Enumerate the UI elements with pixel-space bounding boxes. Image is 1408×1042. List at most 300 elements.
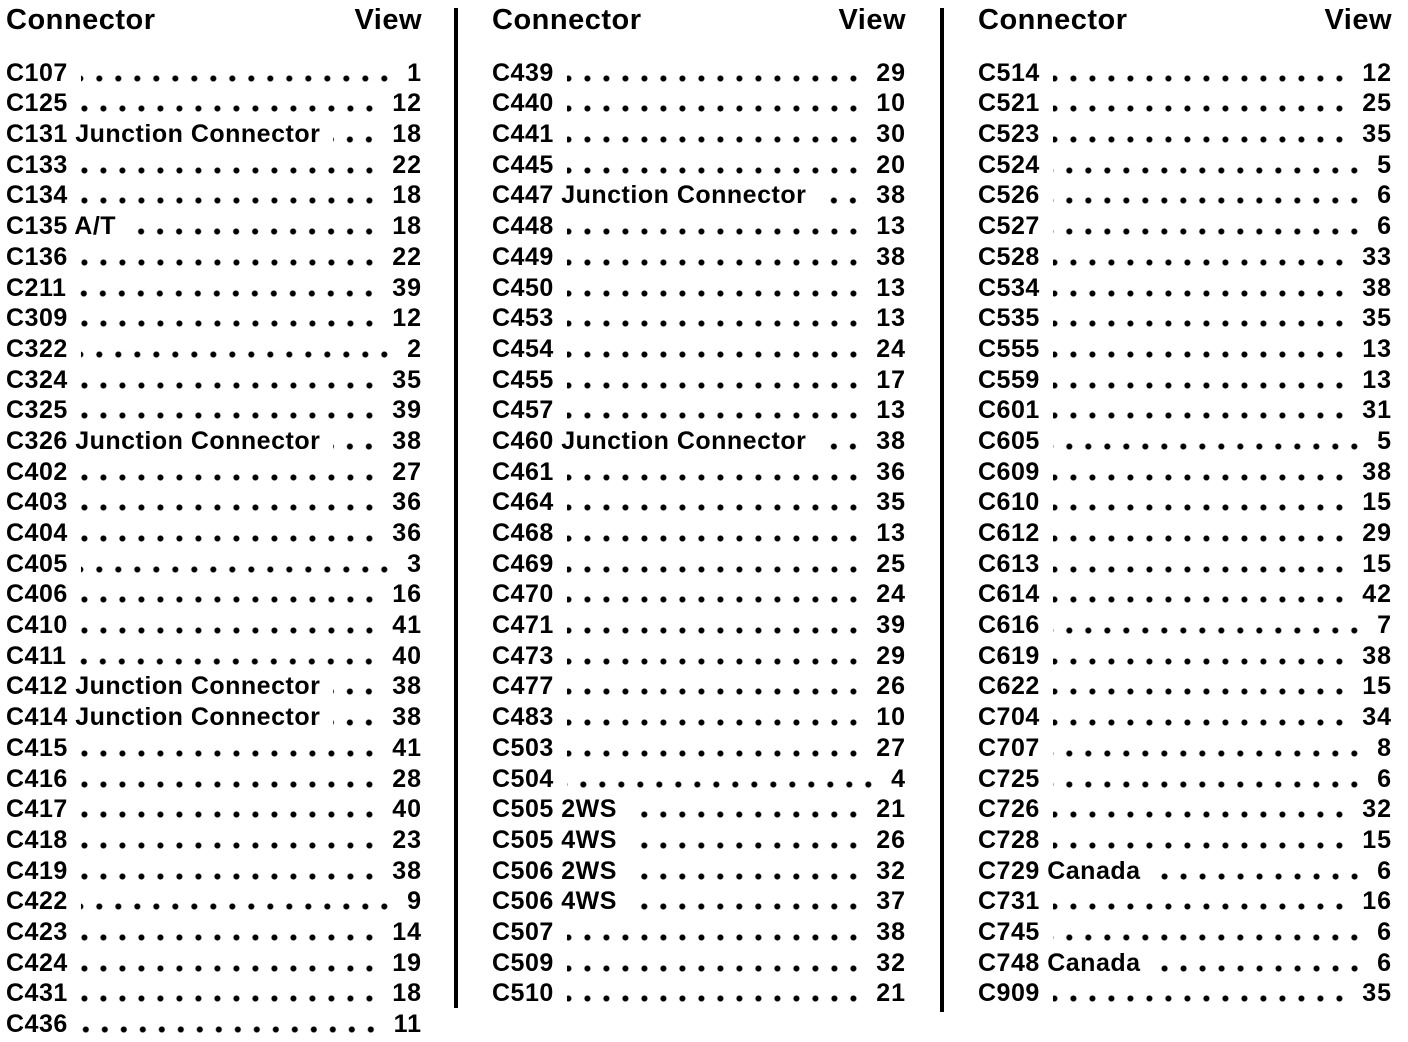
- connector-name: C447 Junction Connector: [492, 181, 807, 210]
- view-number: 38: [392, 703, 422, 732]
- table-row: [6, 303, 422, 334]
- connector-name: C418: [6, 825, 68, 854]
- table-row: [978, 947, 1392, 978]
- connector-name: C707: [978, 733, 1040, 762]
- dot-leader: [567, 750, 868, 757]
- dot-leader: [1053, 903, 1354, 910]
- table-row: [6, 57, 422, 88]
- dot-leader: [81, 811, 384, 818]
- table-row: [978, 241, 1392, 272]
- connector-rows: [978, 57, 1392, 1008]
- dot-leader: [567, 934, 868, 941]
- table-row: [6, 210, 422, 241]
- connector-name: C524: [978, 150, 1040, 179]
- table-row: [6, 487, 422, 518]
- table-row: [978, 548, 1392, 579]
- view-number: 13: [876, 519, 906, 547]
- view-number: 36: [876, 457, 906, 486]
- dot-leader: [81, 596, 384, 603]
- table-row: [6, 1008, 422, 1039]
- connector-name: C613: [978, 549, 1040, 578]
- dot-leader: [567, 382, 868, 389]
- connector-name: C107: [6, 58, 68, 87]
- connector-name: C416: [6, 764, 68, 793]
- dot-leader: [81, 965, 384, 972]
- view-number: 27: [876, 733, 906, 762]
- connector-name: C322: [6, 334, 68, 363]
- table-row: [492, 640, 906, 671]
- connector-name: C411: [6, 641, 67, 670]
- connector-name: C453: [492, 304, 554, 333]
- dot-leader: [567, 781, 883, 788]
- connector-name: C440: [492, 89, 554, 118]
- table-row: [492, 947, 906, 978]
- dot-leader: [567, 259, 868, 266]
- dot-leader: [567, 995, 868, 1002]
- view-number: 17: [876, 365, 906, 394]
- view-number: 6: [1377, 948, 1392, 977]
- table-row: [492, 855, 906, 886]
- view-number: 13: [876, 212, 906, 241]
- view-number: 13: [876, 396, 906, 425]
- connector-name: C559: [978, 365, 1040, 394]
- dot-leader: [819, 443, 868, 450]
- connector-name: C415: [6, 733, 68, 762]
- view-number: 24: [876, 580, 906, 609]
- view-number: 38: [1362, 641, 1392, 670]
- connector-name: C455: [492, 365, 554, 394]
- table-row: [978, 916, 1392, 947]
- view-number: 6: [1377, 181, 1392, 210]
- dot-leader: [1053, 596, 1354, 603]
- table-row: [978, 886, 1392, 917]
- table-row: [492, 180, 906, 211]
- connector-name: C211: [6, 273, 67, 302]
- connector-name: C505 4WS: [492, 825, 617, 854]
- column-header: [978, 4, 1392, 57]
- view-number: 38: [876, 426, 906, 455]
- dot-leader: [567, 412, 868, 419]
- view-number: 30: [876, 120, 906, 149]
- dot-leader: [81, 75, 399, 82]
- dot-leader: [567, 474, 868, 481]
- view-number: 38: [392, 856, 422, 885]
- view-number: 28: [392, 764, 422, 793]
- table-row: [492, 333, 906, 364]
- table-row: [6, 425, 422, 456]
- table-row: [492, 916, 906, 947]
- table-row: [978, 640, 1392, 671]
- connector-name: C417: [6, 795, 68, 824]
- connector-name: C448: [492, 212, 554, 241]
- dot-leader: [81, 474, 384, 481]
- view-number: 15: [1362, 549, 1392, 578]
- table-row: [492, 241, 906, 272]
- dot-leader: [1053, 474, 1354, 481]
- view-number: 16: [392, 580, 422, 609]
- dot-leader: [1053, 197, 1369, 204]
- table-row: [978, 609, 1392, 640]
- view-number: 1: [407, 58, 422, 87]
- view-number: 40: [392, 641, 422, 670]
- view-header-label: View: [838, 4, 906, 36]
- dot-leader: [630, 903, 868, 910]
- dot-leader: [1053, 688, 1354, 695]
- view-number: 35: [876, 488, 906, 517]
- table-row: [492, 671, 906, 702]
- dot-leader: [567, 290, 868, 297]
- table-row: [978, 487, 1392, 518]
- view-number: 35: [1362, 304, 1392, 333]
- dot-leader: [1053, 167, 1369, 174]
- dot-leader: [1053, 535, 1354, 542]
- connector-name: C431: [6, 979, 68, 1008]
- dot-leader: [81, 1026, 386, 1033]
- view-number: 41: [392, 733, 422, 762]
- table-row: [978, 763, 1392, 794]
- view-number: 32: [1362, 795, 1392, 824]
- table-row: [6, 118, 422, 149]
- dot-leader: [567, 320, 868, 327]
- dot-leader: [567, 627, 868, 634]
- connector-name: C324: [6, 365, 68, 394]
- view-number: 39: [876, 611, 906, 640]
- connector-name: C325: [6, 396, 68, 425]
- table-row: [978, 855, 1392, 886]
- view-number: 38: [1362, 273, 1392, 302]
- view-number: 10: [876, 89, 906, 118]
- dot-leader: [567, 719, 868, 726]
- view-number: 33: [1362, 242, 1392, 271]
- dot-leader: [1053, 934, 1369, 941]
- view-number: 38: [392, 426, 422, 455]
- table-row: [6, 947, 422, 978]
- table-row: [6, 886, 422, 917]
- view-number: 41: [392, 611, 422, 640]
- table-row: [6, 548, 422, 579]
- table-row: [978, 701, 1392, 732]
- connector-name: C725: [978, 764, 1040, 793]
- dot-leader: [81, 351, 399, 358]
- table-row: [978, 57, 1392, 88]
- connector-name: C514: [978, 58, 1040, 87]
- dot-leader: [81, 750, 384, 757]
- view-number: 35: [1362, 120, 1392, 149]
- dot-leader: [81, 842, 384, 849]
- dot-leader: [81, 382, 384, 389]
- dot-leader: [1053, 995, 1354, 1002]
- table-row: [492, 487, 906, 518]
- dot-leader: [333, 688, 384, 695]
- table-row: [6, 517, 422, 548]
- table-row: [492, 548, 906, 579]
- connector-name: C510: [492, 979, 554, 1008]
- connector-name: C135 A/T: [6, 212, 117, 241]
- dot-leader: [81, 105, 384, 112]
- table-row: [6, 149, 422, 180]
- dot-leader: [81, 259, 384, 266]
- view-number: 12: [1362, 58, 1392, 87]
- view-number: 8: [1377, 733, 1392, 762]
- table-row: [492, 517, 906, 548]
- dot-leader: [79, 658, 384, 665]
- connector-name: C909: [978, 979, 1040, 1008]
- dot-leader: [81, 504, 384, 511]
- view-number: 21: [876, 795, 906, 824]
- connector-name: C436: [6, 1010, 68, 1038]
- connector-name: C461: [492, 457, 554, 486]
- view-number: 32: [876, 948, 906, 977]
- view-number: 21: [876, 979, 906, 1008]
- view-number: 5: [1377, 150, 1392, 179]
- table-row: [492, 701, 906, 732]
- table-row: [492, 57, 906, 88]
- view-number: 39: [392, 273, 422, 302]
- connector-name: C423: [6, 917, 68, 946]
- connector-name: C402: [6, 457, 68, 486]
- dot-leader: [567, 167, 868, 174]
- connector-header-label: Connector: [978, 4, 1128, 36]
- dot-leader: [1053, 750, 1369, 757]
- view-number: 3: [407, 549, 422, 578]
- connector-name: C439: [492, 58, 554, 87]
- view-header-label: View: [354, 4, 422, 36]
- table-row: [978, 272, 1392, 303]
- table-row: [978, 456, 1392, 487]
- connector-name: C504: [492, 764, 554, 793]
- connector-column-1: [6, 4, 422, 1039]
- table-row: [978, 180, 1392, 211]
- connector-name: C523: [978, 120, 1040, 149]
- connector-name: C464: [492, 488, 554, 517]
- view-number: 23: [392, 825, 422, 854]
- dot-leader: [333, 443, 384, 450]
- connector-name: C133: [6, 150, 68, 179]
- table-row: [978, 395, 1392, 426]
- view-number: 6: [1377, 212, 1392, 241]
- connector-name: C507: [492, 917, 554, 946]
- view-number: 38: [1362, 457, 1392, 486]
- view-number: 9: [407, 887, 422, 916]
- table-row: [6, 88, 422, 119]
- table-row: [978, 425, 1392, 456]
- view-number: 2: [407, 334, 422, 363]
- connector-name: C609: [978, 457, 1040, 486]
- connector-name: C450: [492, 273, 554, 302]
- dot-leader: [81, 197, 384, 204]
- connector-name: C449: [492, 242, 554, 271]
- column-header: [6, 4, 422, 57]
- dot-leader: [81, 566, 399, 573]
- table-row: [978, 579, 1392, 610]
- table-row: [492, 364, 906, 395]
- table-row: [6, 824, 422, 855]
- view-number: 26: [876, 825, 906, 854]
- view-number: 15: [1362, 488, 1392, 517]
- table-row: [6, 640, 422, 671]
- dot-leader: [567, 351, 868, 358]
- connector-name: C619: [978, 641, 1040, 670]
- connector-name: C506 4WS: [492, 887, 617, 916]
- dot-leader: [333, 719, 384, 726]
- connector-name: C535: [978, 304, 1040, 333]
- dot-leader: [81, 412, 384, 419]
- connector-name: C414 Junction Connector: [6, 703, 321, 732]
- connector-name: C410: [6, 611, 68, 640]
- view-number: 7: [1377, 611, 1392, 640]
- connector-name: C460 Junction Connector: [492, 426, 807, 455]
- dot-leader: [81, 320, 384, 327]
- connector-name: C457: [492, 396, 554, 425]
- dot-leader: [567, 136, 868, 143]
- table-row: [6, 855, 422, 886]
- connector-name: C506 2WS: [492, 856, 617, 885]
- table-row: [492, 824, 906, 855]
- table-row: [492, 886, 906, 917]
- connector-name: C729 Canada: [978, 856, 1141, 885]
- dot-leader: [1053, 136, 1354, 143]
- table-row: [978, 517, 1392, 548]
- table-row: [6, 763, 422, 794]
- dot-leader: [567, 75, 868, 82]
- dot-leader: [567, 504, 868, 511]
- connector-name: C406: [6, 580, 68, 609]
- dot-leader: [630, 842, 868, 849]
- connector-name: C726: [978, 795, 1040, 824]
- dot-leader: [630, 811, 868, 818]
- view-number: 22: [392, 242, 422, 271]
- connector-rows: [6, 57, 422, 1039]
- table-row: [492, 149, 906, 180]
- view-number: 4: [891, 764, 906, 793]
- dot-leader: [1053, 719, 1354, 726]
- view-number: 19: [392, 948, 422, 977]
- dot-leader: [129, 228, 384, 235]
- view-number: 10: [876, 703, 906, 732]
- dot-leader: [81, 934, 384, 941]
- view-number: 29: [1362, 519, 1392, 547]
- view-number: 32: [876, 856, 906, 885]
- connector-name: C470: [492, 580, 554, 609]
- view-number: 18: [392, 212, 422, 241]
- view-number: 38: [876, 242, 906, 271]
- dot-leader: [79, 290, 384, 297]
- connector-name: C614: [978, 580, 1040, 609]
- table-row: [492, 210, 906, 241]
- view-number: 11: [393, 1010, 422, 1038]
- view-number: 36: [392, 488, 422, 517]
- connector-name: C601: [978, 396, 1040, 425]
- view-number: 25: [876, 549, 906, 578]
- view-number: 18: [392, 120, 422, 149]
- connector-name: C605: [978, 426, 1040, 455]
- table-row: [978, 732, 1392, 763]
- connector-name: C473: [492, 641, 554, 670]
- dot-leader: [1053, 228, 1369, 235]
- view-number: 29: [876, 58, 906, 87]
- table-row: [492, 303, 906, 334]
- table-row: [978, 88, 1392, 119]
- view-number: 15: [1362, 672, 1392, 701]
- view-number: 25: [1362, 89, 1392, 118]
- table-row: [6, 456, 422, 487]
- table-row: [6, 333, 422, 364]
- dot-leader: [567, 658, 868, 665]
- table-row: [6, 916, 422, 947]
- connector-name: C469: [492, 549, 554, 578]
- connector-name: C622: [978, 672, 1040, 701]
- connector-name: C503: [492, 733, 554, 762]
- connector-name: C424: [6, 948, 68, 977]
- view-number: 31: [1362, 396, 1392, 425]
- connector-name: C309: [6, 304, 68, 333]
- dot-leader: [1053, 627, 1369, 634]
- table-row: [492, 732, 906, 763]
- table-row: [6, 732, 422, 763]
- connector-name: C505 2WS: [492, 795, 617, 824]
- dot-leader: [1154, 873, 1370, 880]
- dot-leader: [1053, 259, 1354, 266]
- connector-column-2: [492, 4, 906, 1008]
- table-row: [6, 671, 422, 702]
- connector-name: C612: [978, 519, 1040, 547]
- table-row: [6, 609, 422, 640]
- view-header-label: View: [1324, 4, 1392, 36]
- table-row: [978, 210, 1392, 241]
- table-row: [6, 978, 422, 1009]
- connector-name: C422: [6, 887, 68, 916]
- connector-name: C412 Junction Connector: [6, 672, 321, 701]
- dot-leader: [81, 535, 384, 542]
- dot-leader: [333, 136, 384, 143]
- column-divider: [454, 8, 458, 1008]
- view-number: 38: [876, 181, 906, 210]
- dot-leader: [81, 873, 384, 880]
- view-number: 42: [1362, 580, 1392, 609]
- connector-header-label: Connector: [492, 4, 642, 36]
- dot-leader: [630, 873, 868, 880]
- connector-name: C471: [492, 611, 554, 640]
- connector-name: C731: [978, 887, 1040, 916]
- dot-leader: [1053, 658, 1354, 665]
- view-number: 38: [876, 917, 906, 946]
- connector-name: C403: [6, 488, 68, 517]
- table-row: [978, 149, 1392, 180]
- dot-leader: [1053, 351, 1354, 358]
- connector-name: C509: [492, 948, 554, 977]
- connector-rows: [492, 57, 906, 1008]
- dot-leader: [1053, 781, 1369, 788]
- view-number: 6: [1377, 764, 1392, 793]
- view-number: 13: [1362, 334, 1392, 363]
- connector-name: C441: [492, 120, 554, 149]
- table-row: [492, 794, 906, 825]
- connector-name: C483: [492, 703, 554, 732]
- view-number: 22: [392, 150, 422, 179]
- connector-name: C468: [492, 519, 554, 547]
- dot-leader: [1053, 105, 1354, 112]
- view-number: 37: [876, 887, 906, 916]
- view-number: 12: [392, 89, 422, 118]
- table-row: [6, 701, 422, 732]
- dot-leader: [567, 105, 868, 112]
- table-row: [492, 978, 906, 1009]
- dot-leader: [1053, 320, 1354, 327]
- table-row: [492, 395, 906, 426]
- table-row: [492, 609, 906, 640]
- table-row: [978, 118, 1392, 149]
- connector-name: C134: [6, 181, 68, 210]
